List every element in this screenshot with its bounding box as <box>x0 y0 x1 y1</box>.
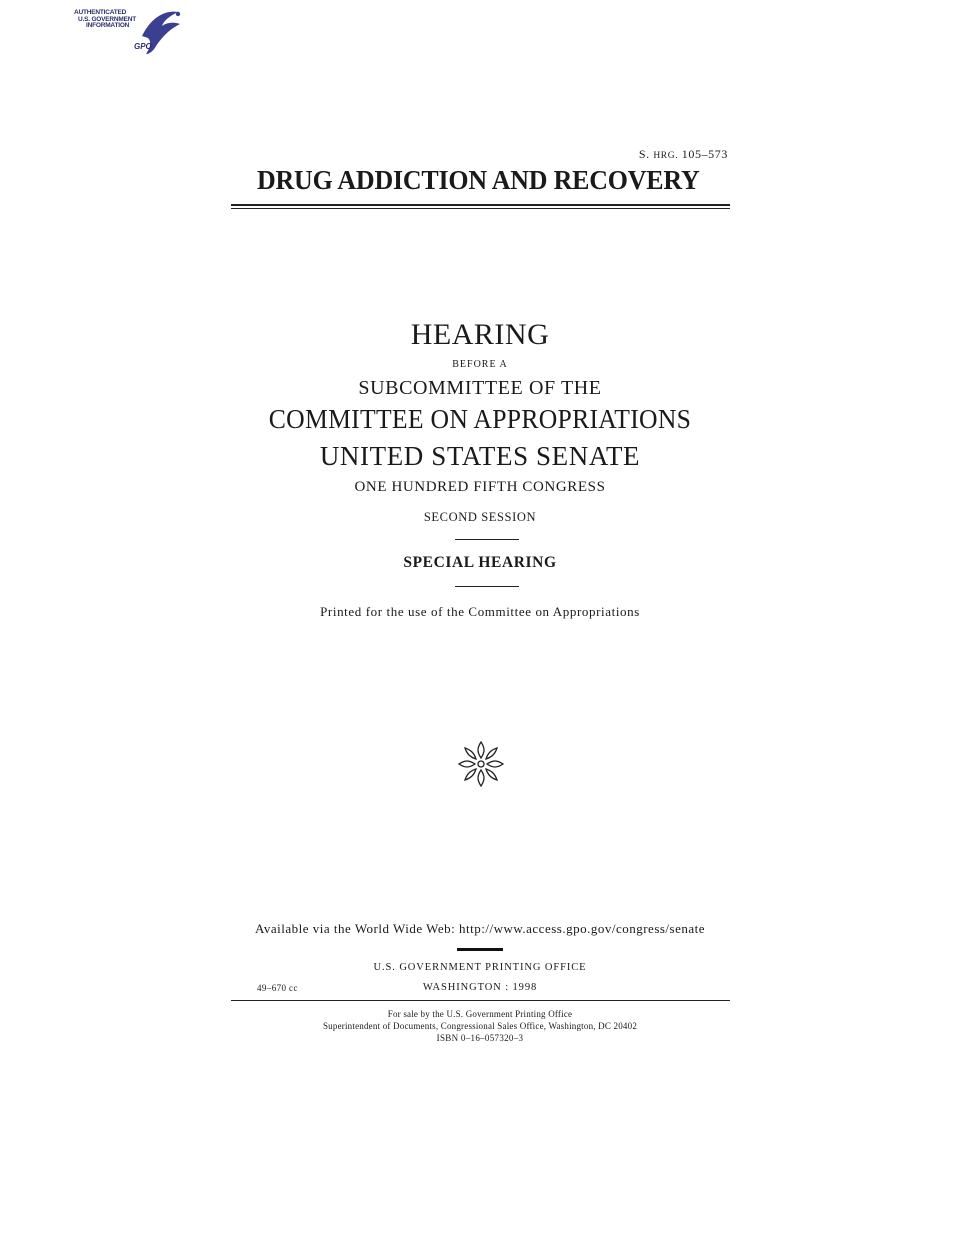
job-number: 49–670 cc <box>257 983 298 993</box>
hearing-number <box>639 147 728 162</box>
hearing-number-value: 105–573 <box>678 147 728 161</box>
city-year-text: WASHINGTON : 1998 <box>422 982 538 993</box>
printing-office-text: U.S. GOVERNMENT PRINTING OFFICE <box>373 962 587 973</box>
footer-bold-rule <box>457 948 503 951</box>
senate-name: UNITED STATES SENATE <box>319 441 641 471</box>
title-rule-bottom <box>231 208 730 209</box>
hearing-prefix: S. <box>638 147 654 161</box>
superintendent-text: Superintendent of Documents, Congressional Sales Office, Washington, DC 20402 <box>322 1021 638 1031</box>
seal-line-information: INFORMATION <box>86 22 130 29</box>
hearing-heading: HEARING <box>410 318 550 351</box>
seal-line-government: U.S. GOVERNMENT <box>78 15 137 23</box>
footer-rule <box>231 1000 730 1001</box>
printed-for-text: Printed for the use of the Committee on Appropriations <box>320 604 640 619</box>
ornament-icon <box>455 738 507 790</box>
isbn-text: ISBN 0–16–057320–3 <box>436 1033 524 1043</box>
session-rule <box>455 539 519 540</box>
before-a-text: BEFORE A <box>452 359 508 370</box>
special-hearing-rule <box>455 586 519 587</box>
gpo-mark: GPO <box>134 42 152 51</box>
special-hearing-label: SPECIAL HEARING <box>403 554 557 571</box>
congress-text: ONE HUNDRED FIFTH CONGRESS <box>354 479 606 495</box>
subcommittee-text: SUBCOMMITTEE OF THE <box>358 377 602 399</box>
seal-text <box>74 10 136 30</box>
session-text: SECOND SESSION <box>423 510 537 524</box>
gpo-authentication-logo <box>74 6 186 58</box>
committee-name: COMMITTEE ON APPROPRIATIONS <box>268 404 692 434</box>
seal-line-authenticated: AUTHENTICATED <box>74 9 127 16</box>
availability-text: Available via the World Wide Web: http://www.access.gpo.gov/congress/senate <box>254 921 706 936</box>
for-sale-text: For sale by the U.S. Government Printing Office <box>387 1009 573 1019</box>
title-rule-top <box>231 204 730 206</box>
document-title: DRUG ADDICTION AND RECOVERY <box>257 165 700 195</box>
hearing-label: HRG. <box>653 151 679 161</box>
